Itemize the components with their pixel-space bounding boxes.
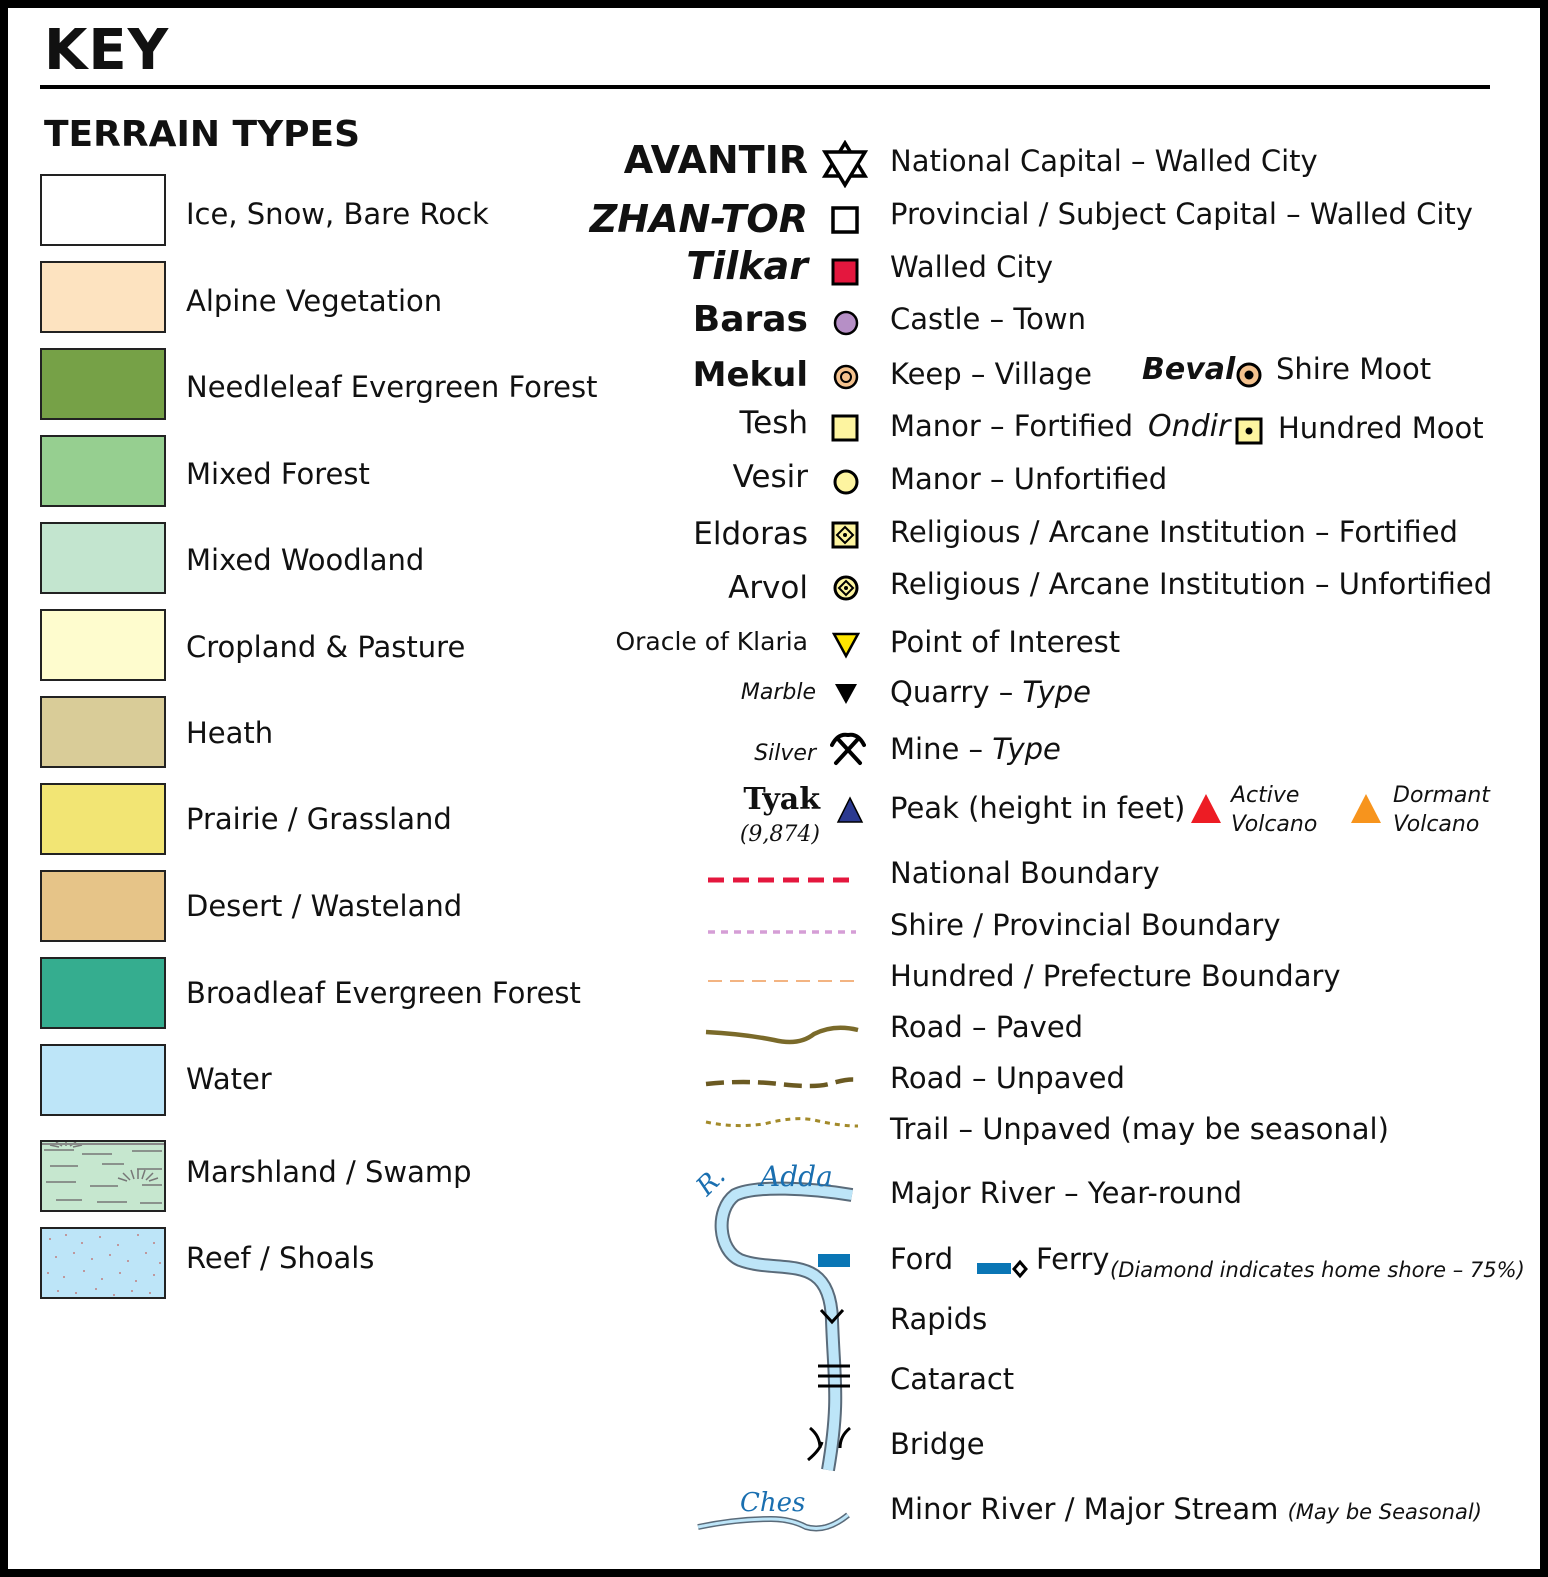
active-volcano-label-2: Volcano [1231, 812, 1318, 837]
peak-height: (9,874) [739, 822, 820, 847]
label-marshland-swamp: Marshland / Swamp [186, 1155, 472, 1189]
national-boundary-line-icon [706, 872, 858, 888]
desc-ferry: Ferry [1036, 1242, 1110, 1276]
label-reef-shoals: Reef / Shoals [186, 1241, 375, 1275]
example-quarry: Marble [740, 680, 816, 705]
example-national-capital: AVANTIR [623, 138, 808, 182]
desc-trail: Trail – Unpaved (may be seasonal) [890, 1112, 1389, 1146]
example-manor-fortified: Tesh [739, 405, 808, 441]
yellow-circle-icon [832, 468, 860, 496]
keep-circle-icon [832, 363, 860, 391]
example-point-of-interest: Oracle of Klaria [615, 627, 808, 656]
desc-quarry-main: Quarry – [890, 675, 1023, 709]
hundred-boundary-line-icon [706, 976, 858, 986]
label-mixed-woodland: Mixed Woodland [186, 543, 425, 577]
label-needleleaf-forest: Needleleaf Evergreen Forest [186, 370, 598, 404]
desc-national-boundary: National Boundary [890, 856, 1160, 890]
desc-mine-type: Type [992, 732, 1061, 766]
desc-point-of-interest: Point of Interest [890, 625, 1121, 659]
swatch-desert-wasteland [40, 870, 166, 942]
active-volcano-icon [1190, 792, 1222, 824]
unpaved-road-line-icon [704, 1072, 860, 1096]
example-shire-moot: Beval [1142, 352, 1236, 387]
desc-mine-main: Mine – [890, 732, 993, 766]
swatch-marshland-swamp [40, 1140, 166, 1212]
river-label-r: R. [690, 1161, 732, 1202]
label-cropland-pasture: Cropland & Pasture [186, 630, 466, 664]
trail-line-icon [704, 1112, 860, 1136]
swatch-reef-shoals [40, 1227, 166, 1299]
ferry-icon [976, 1257, 1028, 1281]
swatch-mixed-woodland [40, 522, 166, 594]
desc-religious-fortified: Religious / Arcane Institution – Fortified [890, 515, 1458, 549]
religious-square-icon [831, 521, 859, 549]
desc-manor-unfortified: Manor – Unfortified [890, 462, 1168, 496]
example-provincial-capital: ZHAN-TOR [589, 197, 808, 241]
desc-road-unpaved: Road – Unpaved [890, 1061, 1125, 1095]
desc-mine [890, 732, 1061, 766]
example-manor-unfortified: Vesir [732, 459, 808, 495]
example-peak: Tyak [743, 782, 820, 817]
yellow-square-icon [831, 414, 859, 442]
label-ice-snow-rock: Ice, Snow, Bare Rock [186, 197, 489, 231]
desc-hundred-moot: Hundred Moot [1278, 411, 1484, 445]
swatch-alpine-vegetation [40, 261, 166, 333]
label-alpine-vegetation: Alpine Vegetation [186, 284, 443, 318]
desc-minor-river [890, 1492, 1482, 1526]
marsh-pattern-icon [42, 1142, 166, 1212]
yellow-triangle-icon [832, 631, 860, 659]
desc-ford: Ford [890, 1242, 954, 1276]
example-religious-fortified: Eldoras [693, 516, 808, 552]
peak-triangle-icon [836, 796, 864, 824]
major-river-diagram-icon [700, 1150, 870, 1480]
label-mixed-forest: Mixed Forest [186, 457, 370, 491]
example-hundred-moot: Ondir [1148, 409, 1231, 444]
example-religious-unfortified: Arvol [728, 570, 808, 606]
swatch-heath [40, 696, 166, 768]
active-volcano-label-1: Active [1231, 783, 1300, 808]
dormant-volcano-icon [1350, 792, 1382, 824]
hundred-moot-icon [1235, 417, 1263, 445]
crossed-pickaxes-icon [830, 731, 866, 767]
river-label-adda: Adda [760, 1160, 833, 1193]
label-heath: Heath [186, 716, 274, 750]
star-of-david-icon [821, 140, 869, 188]
purple-circle-icon [833, 310, 859, 336]
shire-moot-icon [1235, 361, 1263, 389]
desc-cataract: Cataract [890, 1362, 1015, 1396]
title-rule [40, 85, 1490, 89]
desc-religious-unfortified: Religious / Arcane Institution – Unfortified [890, 567, 1493, 601]
example-walled-city: Tilkar [686, 244, 808, 288]
desc-provincial-capital: Provincial / Subject Capital – Walled City [890, 197, 1473, 231]
desc-shire-moot: Shire Moot [1276, 352, 1432, 386]
desc-quarry-type: Type [1022, 675, 1092, 709]
swatch-prairie-grassland [40, 783, 166, 855]
ford-marker-icon [818, 1254, 850, 1267]
swatch-broadleaf-forest [40, 957, 166, 1029]
reef-dots-icon [42, 1229, 166, 1299]
ferry-note: (Diamond indicates home shore – 75%) [1110, 1258, 1525, 1282]
desc-peak: Peak (height in feet) [890, 791, 1186, 825]
swatch-cropland-pasture [40, 609, 166, 681]
red-square-icon [831, 258, 859, 286]
desc-bridge: Bridge [890, 1427, 985, 1461]
hollow-square-icon [831, 206, 859, 234]
desc-shire-boundary: Shire / Provincial Boundary [890, 908, 1281, 942]
desc-rapids: Rapids [890, 1302, 988, 1336]
desc-minor-river-main: Minor River / Major Stream [890, 1492, 1279, 1526]
desc-walled-city: Walled City [890, 250, 1054, 284]
desc-manor-fortified: Manor – Fortified [890, 409, 1134, 443]
example-castle-town: Baras [692, 299, 808, 340]
quarry-triangle-icon [834, 682, 858, 706]
swatch-mixed-forest [40, 435, 166, 507]
label-desert-wasteland: Desert / Wasteland [186, 889, 463, 923]
religious-circle-icon [832, 574, 860, 602]
swatch-water [40, 1044, 166, 1116]
swatch-needleleaf-forest [40, 348, 166, 420]
key-title: KEY [44, 18, 170, 83]
desc-quarry [890, 675, 1091, 709]
example-mine: Silver [754, 741, 816, 766]
minor-river-label: Ches [740, 1488, 806, 1518]
shire-boundary-line-icon [706, 926, 858, 938]
paved-road-line-icon [704, 1018, 860, 1048]
label-broadleaf-forest: Broadleaf Evergreen Forest [186, 976, 581, 1010]
label-water: Water [186, 1062, 272, 1096]
desc-road-paved: Road – Paved [890, 1010, 1084, 1044]
dormant-volcano-label-1: Dormant [1393, 783, 1490, 808]
terrain-types-heading: TERRAIN TYPES [44, 114, 361, 155]
dormant-volcano-label-2: Volcano [1393, 812, 1480, 837]
desc-keep-village: Keep – Village [890, 357, 1092, 391]
desc-castle-town: Castle – Town [890, 302, 1086, 336]
label-prairie-grassland: Prairie / Grassland [186, 802, 452, 836]
minor-river-note: (May be Seasonal) [1287, 1500, 1482, 1524]
desc-major-river: Major River – Year-round [890, 1176, 1243, 1210]
example-keep-village: Mekul [692, 355, 808, 395]
desc-hundred-boundary: Hundred / Prefecture Boundary [890, 959, 1341, 993]
desc-national-capital: National Capital – Walled City [890, 144, 1318, 178]
swatch-ice-snow-rock [40, 174, 166, 246]
